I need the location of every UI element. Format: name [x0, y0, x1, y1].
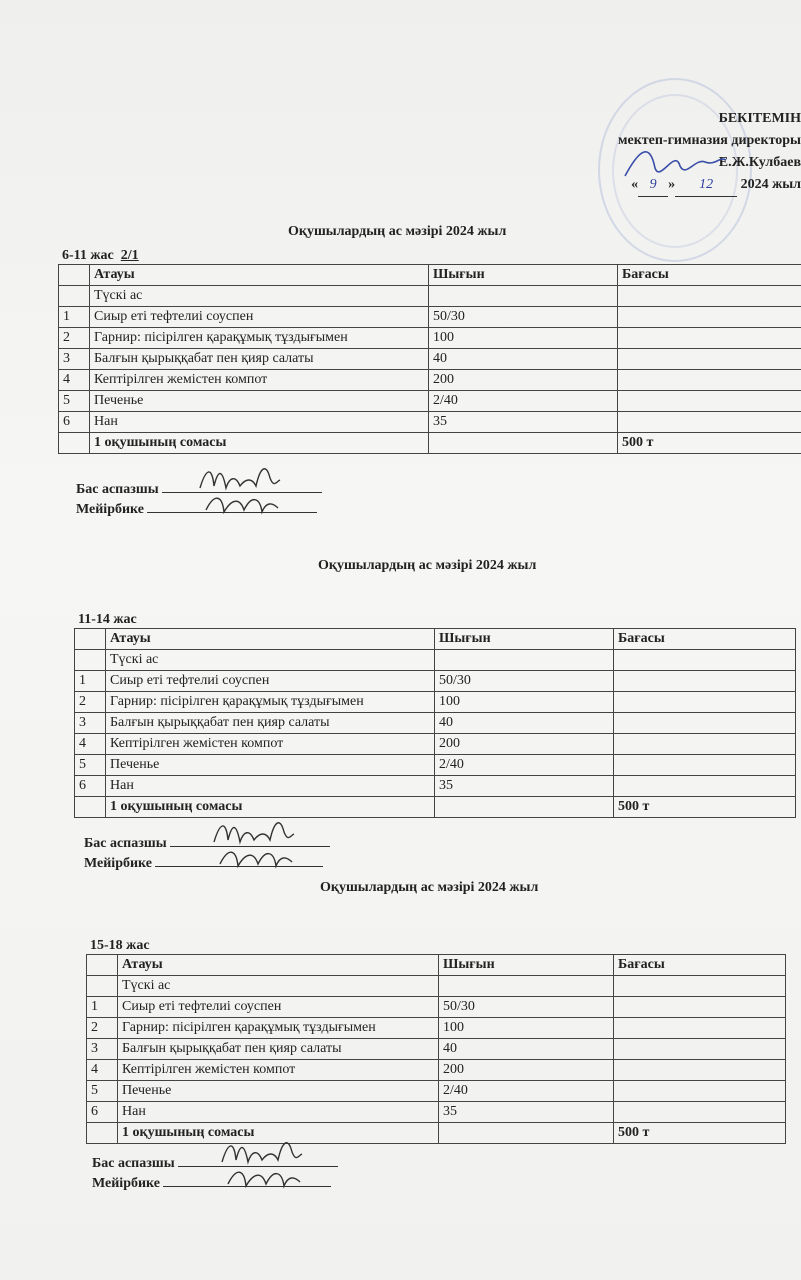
header-price: Бағасы: [618, 265, 801, 286]
age-group-2: 11-14 жас: [78, 612, 137, 627]
menu-table-2: [74, 628, 796, 818]
chef-handwritten-signature-1: [196, 458, 286, 522]
table-row: 1 Сиыр еті тефтелиі соуспен 50/30: [87, 997, 786, 1018]
table-row: 4 Кептірілген жемістен компот 200: [59, 370, 801, 391]
header-name: Атауы: [90, 265, 429, 286]
table-row: 2 Гарнир: пісірілген қарақұмық тұздығымен 100: [75, 692, 796, 713]
table-row: 5 Печенье 2/40: [87, 1081, 786, 1102]
header-num: [59, 265, 90, 286]
table-row: 4 Кептірілген жемістен компот 200: [75, 734, 796, 755]
total-price: 500 т: [618, 433, 801, 454]
chef-handwritten-signature-2: [210, 812, 300, 876]
chef-signature-line-3: Бас аспазшы: [92, 1152, 338, 1172]
total-row: 1 оқушының сомасы 500 т: [75, 797, 796, 818]
table-header-row: [59, 265, 801, 286]
nurse-signature-line-2: Мейірбике: [84, 852, 323, 872]
table-row: 5 Печенье 2/40: [59, 391, 801, 412]
total-label: 1 оқушының сомасы: [90, 433, 429, 454]
menu-table-3: [86, 954, 786, 1144]
table-row: 3 Балғын қырыққабат пен қияр салаты 40: [59, 349, 801, 370]
section-row: [59, 286, 801, 307]
table-row: 2 Гарнир: пісірілген қарақұмық тұздығымен 100: [87, 1018, 786, 1039]
menu-table-1: [58, 264, 801, 454]
age-group-3: 15-18 жас: [90, 938, 150, 953]
section-row: Түскі ас: [75, 650, 796, 671]
age-group-1: 6-11 жас 2/1: [62, 248, 139, 263]
menu-title-3: Оқушылардың ас мәзірі 2024 жыл: [320, 880, 539, 895]
total-row: [59, 433, 801, 454]
menu-title-1: Оқушылардың ас мәзірі 2024 жыл: [288, 224, 507, 239]
menu-title-2: Оқушылардың ас мәзірі 2024 жыл: [318, 558, 537, 573]
chef-handwritten-signature-3: [218, 1132, 308, 1196]
table-row: 6 Нан 35: [75, 776, 796, 797]
director-signature: [620, 138, 730, 188]
table-header-row: Атауы Шығын Бағасы: [87, 955, 786, 976]
total-row: 1 оқушының сомасы 500 т: [87, 1123, 786, 1144]
approval-position: мектеп-гимназия директоры: [617, 133, 801, 148]
chef-signature-line-2: Бас аспазшы: [84, 832, 330, 852]
section-label: Түскі ас: [90, 286, 429, 307]
table-row: 5 Печенье 2/40: [75, 755, 796, 776]
approval-name: Е.Ж.Кулбаев: [718, 155, 801, 170]
table-row: 3 Балғын қырыққабат пен қияр салаты 40: [87, 1039, 786, 1060]
table-row: 6 Нан 35: [59, 412, 801, 433]
table-row: 2 Гарнир: пісірілген қарақұмық тұздығымен 100: [59, 328, 801, 349]
table-row: 1 Сиыр еті тефтелиі соуспен 50/30: [75, 671, 796, 692]
approval-title: БЕКІТЕМІН: [718, 111, 801, 126]
table-row: 4 Кептірілген жемістен компот 200: [87, 1060, 786, 1081]
table-row: 3 Балғын қырыққабат пен қияр салаты 40: [75, 713, 796, 734]
approval-date-month: 12: [675, 174, 737, 197]
approval-date: « 9 » 12 2024 жыл: [501, 174, 801, 197]
approval-date-day: 9: [638, 174, 668, 197]
nurse-signature-line-1: Мейірбике: [76, 498, 317, 518]
age-group-1-note: 2/1: [120, 248, 139, 263]
section-row: Түскі ас: [87, 976, 786, 997]
table-row: 6 Нан 35: [87, 1102, 786, 1123]
table-header-row: Атауы Шығын Бағасы: [75, 629, 796, 650]
header-amount: Шығын: [429, 265, 618, 286]
table-row: 1 Сиыр еті тефтелиі соуспен 50/30: [59, 307, 801, 328]
chef-signature-line-1: Бас аспазшы: [76, 478, 322, 498]
nurse-signature-line-3: Мейірбике: [92, 1172, 331, 1192]
